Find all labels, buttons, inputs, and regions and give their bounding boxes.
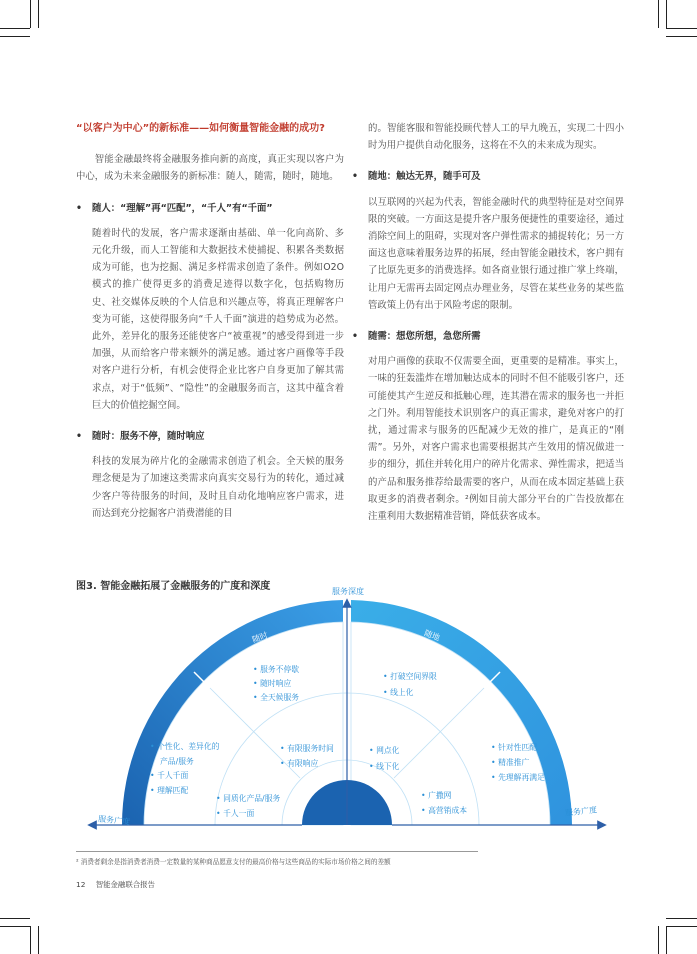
cell-mid-far-right xyxy=(491,740,545,785)
page-number: 12 xyxy=(76,880,86,889)
cell-bot-left xyxy=(216,791,280,821)
cell-item: • 网点化 xyxy=(369,746,400,755)
band-label-suiren: 随人 xyxy=(126,724,142,743)
band-label-suixu: 随需 xyxy=(550,716,566,735)
cell-item: • 高营销成本 xyxy=(421,806,468,815)
cell-item: • 线下化 xyxy=(369,762,400,771)
footnote-rule xyxy=(76,851,478,852)
report-title: 智能金融联合报告 xyxy=(95,880,155,889)
band-label-suishi: 随时 xyxy=(250,630,270,645)
cell-item: • 随时响应 xyxy=(253,679,292,688)
footnote: ² 消费者剩余是指消费者消费一定数量的某种商品愿意支付的最高价格与这些商品的实际市场价格之间的差额 xyxy=(76,858,391,866)
cell-item: • 千人一面 xyxy=(216,809,255,818)
cell-top-right xyxy=(383,669,437,701)
cell-item: • 先理解再满足 xyxy=(491,773,545,782)
axis-label-breadth-left: 服务广度 xyxy=(97,814,131,827)
page-footer xyxy=(76,879,155,890)
cell-item: • 理解匹配 xyxy=(150,785,189,795)
figure-title: 图3. 智能金融拓展了金融服务的广度和深度 xyxy=(76,581,271,592)
cell-item: • 服务不停歇 xyxy=(253,665,300,674)
paragraph-suiren: 随着时代的发展，客户需求逐渐由基础、单一化向高阶、多元化升级，而人工智能和大数据技术使捕捉、积累各类数据成为可能，也为挖掘、满足多样需求创造了条件。例如O2O模式的推广使得更多的消费足迹得以数字化，包括购物历史、社交媒体反映的个人信息和兴趣点等，将真正理解客户变为可能，这使得服务向“千人千面”演进的趋势成为必然。此外，差异化的服务还能使客户“被重视”的感受得到进一步加强，从而给客户带来额外的满足感。通过客户画像等手段对客户进行分析，有机会使得企业比客户自身更加了解其需求点，对于“低频”、“隐性”的金融服务而言，这其中蕴含着巨大的价值挖掘空间。 xyxy=(92,227,344,411)
cell-item: • 针对性匹配 xyxy=(491,743,538,752)
cell-item: • 个性化、差异化的 xyxy=(150,742,220,751)
section-heading: “以客户为中心”的新标准——如何衡量智能金融的成功? xyxy=(76,123,325,134)
intro-paragraph: 智能金融最终将金融服务推向新的高度，真正实现以客户为中心，成为未来金融服务的新标准：随人，随需，随时，随地。 xyxy=(76,154,344,183)
bullet-heading-suiren: • 随人：“理解”再“匹配”，“千人”有“千面” xyxy=(76,200,344,217)
bullet-heading-suixu: • 随需：想您所想，急您所需 xyxy=(352,328,624,345)
bullet-heading-suidi: • 随地：触达无界，随手可及 xyxy=(352,168,624,185)
cell-item: • 广撒网 xyxy=(421,791,452,800)
cell-item: • 同质化产品/服务 xyxy=(216,794,281,803)
cell-top-left xyxy=(253,663,299,705)
cell-item: • 打破空间界限 xyxy=(383,672,437,681)
axis-label-depth: 服务深度 xyxy=(332,587,364,596)
cell-item: • 有限服务时间 xyxy=(280,744,334,753)
cell-mid-right xyxy=(369,743,399,775)
paragraph-suishi: 科技的发展为碎片化的金融需求创造了机会。全天候的服务理念便是为了加速这类需求向真实交易行为的转化，通过减少客户等待服务的时间，及时且自动化地响应客户需求，进而达到充分挖掘客户消费潜能的目 xyxy=(92,456,344,519)
axis-label-breadth-right: 服务广度 xyxy=(564,805,598,818)
cell-item: • 精准推广 xyxy=(491,758,530,767)
paragraph-continued: 的。智能客服和智能投顾代替人工的早九晚五，实现二十四小时为用户提供自动化服务，这将在不久的未来成为现实。 xyxy=(368,123,624,152)
cell-item: • 有限响应 xyxy=(280,759,319,768)
paragraph-suixu: 对用户画像的获取不仅需要全面，更重要的是精准。事实上，一味的狂轰滥炸在增加触达成本的同时不但不能吸引客户，还可能使其产生逆反和抵触心理，连其潜在需求的服务也一并拒之门外。利用智能技术识别客户的真正需求，避免对客户的打扰，通过需求与服务的匹配减少无效的推广，是真正的“刚需”。另外，对客户需求也需要根据其产生效用的情况做进一步的细分，抓住并转化用户的碎片化需求、弹性需求，把适当的产品和服务推荐给最需要的客户，从而在成本固定基础上获取更多的消费者剩余。²例如目前大部分平台的广告投放都在注重利用大数据精准营销，降低获客成本。 xyxy=(368,356,624,523)
band-label-suidi: 随地 xyxy=(422,628,442,643)
cell-item: • 全天候服务 xyxy=(253,693,300,702)
cell-bot-right xyxy=(421,788,467,818)
bullet-heading-suishi: • 随时：服务不停，随时响应 xyxy=(76,428,344,445)
cell-item: • 线上化 xyxy=(383,688,414,697)
cell-item: • 千人千面 xyxy=(150,771,189,780)
cell-mid-far-left xyxy=(150,740,219,798)
paragraph-suidi: 以互联网的兴起为代表，智能金融时代的典型特征是对空间界限的突破。一方面这是提升客户服务便捷性的重要途径，通过消除空间上的阻碍，实现对客户弹性需求的捕捉转化；另一方面这也意味着服务边界的拓展，经由智能金融技术，客户拥有了比原先更多的消费选择。如各商业银行通过推广掌上终端，让用户无需再去固定网点办理业务，尽管在某些业务的某些监管政策上仍有出于风险考虑的限制。 xyxy=(368,196,624,311)
cell-item: 产品/服务 xyxy=(160,756,194,766)
cell-mid-left xyxy=(280,741,334,771)
